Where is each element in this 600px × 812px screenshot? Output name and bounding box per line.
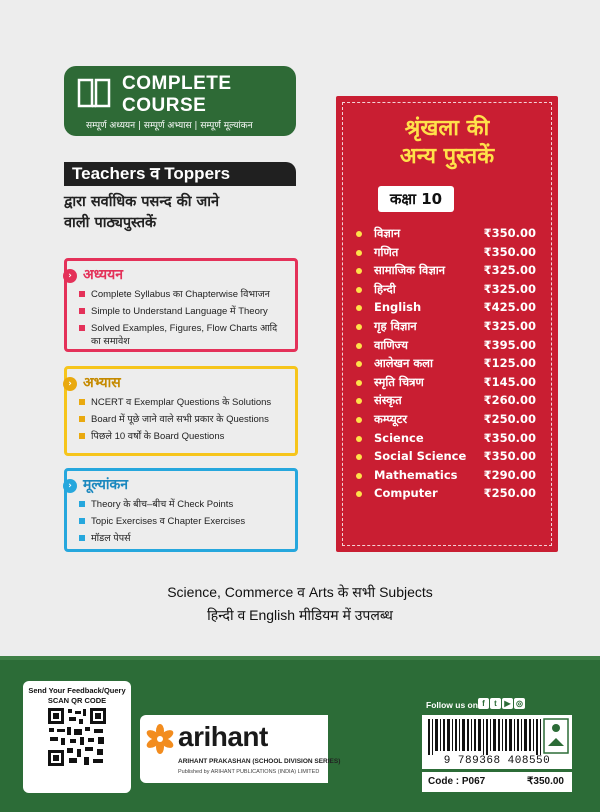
instagram-icon[interactable]: ◎	[514, 698, 525, 709]
cover-price: ₹350.00	[527, 776, 564, 787]
book-name: सामाजिक विज्ञान	[374, 263, 446, 278]
heading-line-1: द्वारा सर्वाधिक पसन्द की जाने	[64, 194, 220, 210]
feature-item: Topic Exercises व Chapter Exercises	[79, 515, 289, 528]
book-name: गणित	[374, 244, 399, 259]
open-book-icon	[76, 76, 112, 110]
availability-line-2: हिन्दी व English मीडियम में उपलब्ध	[207, 607, 393, 623]
bullet-icon	[356, 324, 362, 330]
barcode	[422, 715, 572, 769]
feedback-qr-card[interactable]	[23, 681, 131, 793]
green-reader-icon	[543, 718, 569, 754]
book-row	[352, 468, 548, 487]
book-name: Computer	[374, 486, 438, 501]
feature-item: Complete Syllabus का Chapterwise विभाजन	[79, 288, 289, 301]
book-row	[352, 356, 548, 375]
bullet-icon	[356, 268, 362, 274]
book-row	[352, 338, 548, 357]
book-name: हिन्दी	[374, 281, 396, 296]
series-title-line-1: श्रृंखला की	[404, 116, 490, 141]
book-name: English	[374, 300, 422, 315]
feature-list	[79, 396, 289, 447]
feature-item: Simple to Understand Language में Theory	[79, 305, 289, 318]
publisher-line-1: ARIHANT PRAKASHAN (SCHOOL DIVISION SERIES)	[178, 758, 341, 765]
chevron-right-icon: ›	[63, 269, 77, 283]
book-price: ₹350.00	[483, 226, 536, 240]
book-row	[352, 393, 548, 412]
facebook-icon[interactable]: f	[478, 698, 489, 709]
feature-item: मॉडल पेपर्स	[79, 532, 289, 545]
feature-box-evaluation	[64, 468, 298, 552]
qr-code-icon[interactable]	[47, 707, 107, 767]
bullet-icon	[356, 305, 362, 311]
twitter-icon[interactable]: t	[490, 698, 501, 709]
feature-list	[79, 288, 289, 352]
feature-title: मूल्यांकन	[83, 477, 129, 493]
product-code: Code : P067	[428, 776, 486, 787]
band-stripe	[0, 656, 600, 660]
book-row	[352, 375, 548, 394]
logo-tagline: सम्पूर्ण अध्ययन | सम्पूर्ण अभ्यास | सम्पूर्ण मूल्यांकन	[86, 121, 253, 131]
book-row	[352, 449, 548, 468]
book-price: ₹325.00	[483, 263, 536, 278]
teachers-toppers-banner: Teachers व Toppers	[64, 162, 296, 186]
bullet-icon	[356, 473, 362, 479]
heading-line-2: वाली पाठ्यपुस्तकें	[64, 215, 157, 231]
availability-text	[0, 581, 600, 627]
code-price-bar	[422, 772, 572, 792]
bullet-icon	[356, 417, 362, 423]
feature-title: अध्ययन	[83, 267, 123, 283]
book-price-list	[352, 226, 548, 505]
book-row	[352, 282, 548, 301]
chevron-right-icon: ›	[63, 377, 77, 391]
book-price: ₹425.00	[483, 300, 536, 315]
bullet-icon	[356, 231, 362, 237]
book-row	[352, 486, 548, 505]
book-price: ₹350.00	[483, 449, 536, 464]
feature-item: Theory के बीच–बीच में Check Points	[79, 498, 289, 511]
chevron-right-icon: ›	[63, 479, 77, 493]
book-row	[352, 226, 548, 245]
feature-box-study	[64, 258, 298, 352]
feature-item: Solved Examples, Figures, Flow Charts आदि का समावेश	[79, 322, 289, 348]
bullet-icon	[356, 250, 362, 256]
book-name: आलेखन कला	[374, 356, 433, 371]
book-row	[352, 300, 548, 319]
series-books-box	[336, 96, 558, 552]
bullet-icon	[356, 436, 362, 442]
follow-label: Follow us on	[426, 700, 478, 710]
publisher-name: arihant	[178, 721, 268, 752]
book-row	[352, 431, 548, 450]
book-name: Mathematics	[374, 467, 458, 482]
barcode-bars	[428, 719, 546, 755]
availability-line-1: Science, Commerce व Arts के सभी Subjects	[167, 584, 433, 600]
logo-line-1: COMPLETE	[122, 73, 232, 94]
class-label: कक्षा 10	[378, 186, 454, 212]
book-price: ₹125.00	[483, 356, 536, 371]
flower-logo-icon	[145, 724, 175, 754]
book-price: ₹325.00	[483, 281, 536, 296]
feature-item: NCERT व Exemplar Questions के Solutions	[79, 396, 289, 409]
book-price: ₹350.00	[483, 244, 536, 259]
arihant-logo	[140, 715, 341, 783]
feature-box-practice	[64, 366, 298, 456]
book-price: ₹250.00	[483, 411, 536, 426]
book-name: विज्ञान	[374, 226, 401, 240]
barcode-digits: 9 789368 408550	[443, 755, 551, 767]
book-row	[352, 319, 548, 338]
feature-list	[79, 498, 289, 549]
bullet-icon	[356, 361, 362, 367]
logo-line-2: COURSE	[122, 95, 207, 116]
bullet-icon	[356, 398, 362, 404]
book-row	[352, 263, 548, 282]
book-name: Science	[374, 430, 424, 445]
bullet-icon	[356, 491, 362, 497]
book-name: गृह विज्ञान	[374, 318, 417, 333]
bullet-icon	[356, 454, 362, 460]
feedback-line-1: Send Your Feedback/Query	[28, 686, 126, 695]
book-name: कम्प्यूटर	[374, 411, 408, 426]
book-row	[352, 245, 548, 264]
youtube-icon[interactable]: ▶	[502, 698, 513, 709]
feature-item: Board में पूछे जाने वाले सभी प्रकार के Questions	[79, 413, 289, 426]
book-name: स्मृति चित्रण	[374, 374, 424, 389]
bullet-icon	[356, 380, 362, 386]
book-price: ₹250.00	[483, 486, 536, 501]
book-name: Social Science	[374, 449, 467, 464]
book-price: ₹350.00	[483, 430, 536, 445]
bullet-icon	[356, 287, 362, 293]
book-name: वाणिज्य	[374, 337, 408, 352]
book-row	[352, 412, 548, 431]
publisher-line-2: Published by ARIHANT PUBLICATIONS (INDIA) LIMITED	[178, 769, 320, 775]
recommendation-heading	[64, 192, 219, 234]
feature-item: पिछले 10 वर्षों के Board Questions	[79, 430, 289, 443]
book-price: ₹395.00	[483, 337, 536, 352]
feedback-line-2: SCAN QR CODE	[47, 696, 107, 705]
book-price: ₹290.00	[483, 467, 536, 482]
book-price: ₹260.00	[483, 393, 536, 408]
complete-course-logo	[64, 66, 296, 136]
bullet-icon	[356, 343, 362, 349]
book-name: संस्कृत	[374, 393, 402, 408]
book-price: ₹325.00	[483, 318, 536, 333]
feature-title: अभ्यास	[83, 375, 121, 391]
book-price: ₹145.00	[483, 374, 536, 389]
series-title-line-2: अन्य पुस्तकें	[399, 144, 495, 169]
